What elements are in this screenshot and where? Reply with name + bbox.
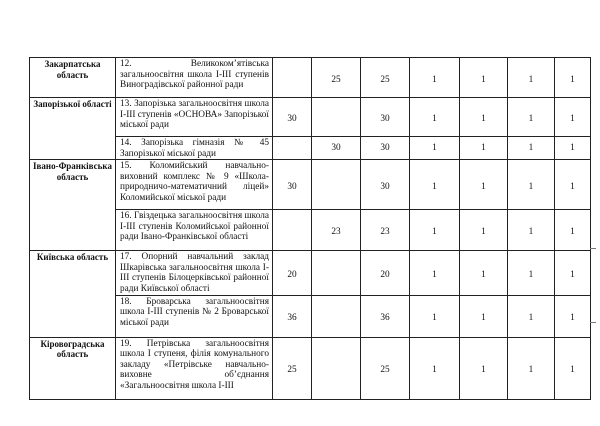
value-cell-1 — [273, 137, 312, 160]
value-cell-6: 1 — [508, 295, 555, 337]
value-cell-2 — [312, 295, 361, 337]
value-cell-5: 1 — [460, 337, 508, 399]
value-cell-5: 1 — [460, 251, 508, 295]
table-body — [30, 58, 591, 400]
value-cell-6: 1 — [508, 98, 555, 137]
value-cell-6: 1 — [508, 137, 555, 160]
table-row — [30, 251, 591, 295]
region-cell: Запорізької області — [30, 98, 116, 160]
value-cell-4: 1 — [410, 210, 460, 251]
value-cell-6: 1 — [508, 210, 555, 251]
value-cell-3: 25 — [361, 337, 410, 399]
value-cell-3: 30 — [361, 160, 410, 210]
school-name-cell: 17. Опорний навчальний заклад Шкарівська загальноосвітня школа І-ІІІ ступенів Білоцерківської районної ради Київської області — [116, 251, 273, 295]
value-cell-5: 1 — [460, 160, 508, 210]
school-name-cell: 19. Петрівська загальноосвітня школа І ступеня, філія комунального закладу «Петрівське навчально-виховне об’єднання «Загальноосвітня школа І-ІІІ — [116, 337, 273, 399]
value-cell-3: 36 — [361, 295, 410, 337]
region-cell: Київська область — [30, 251, 116, 337]
value-cell-2 — [312, 251, 361, 295]
value-cell-5: 1 — [460, 210, 508, 251]
value-cell-1: 20 — [273, 251, 312, 295]
value-cell-1: 25 — [273, 337, 312, 399]
value-cell-2: 23 — [312, 210, 361, 251]
value-cell-7: 1 — [555, 210, 591, 251]
table-row — [30, 160, 591, 210]
page-bottom-edge — [0, 414, 600, 426]
value-cell-5: 1 — [460, 137, 508, 160]
value-cell-7: 1 — [555, 160, 591, 210]
value-cell-4: 1 — [410, 295, 460, 337]
value-cell-6: 1 — [508, 58, 555, 98]
value-cell-2: 30 — [312, 137, 361, 160]
value-cell-6: 1 — [508, 337, 555, 399]
value-cell-1 — [273, 210, 312, 251]
region-cell: Кіровоградська область — [30, 337, 116, 399]
region-cell: Івано-Франківська область — [30, 160, 116, 251]
value-cell-3: 23 — [361, 210, 410, 251]
value-cell-7: 1 — [555, 98, 591, 137]
value-cell-1: 30 — [273, 98, 312, 137]
table-row — [30, 98, 591, 137]
value-cell-2: 25 — [312, 58, 361, 98]
value-cell-6: 1 — [508, 251, 555, 295]
value-cell-1 — [273, 58, 312, 98]
table-row — [30, 58, 591, 98]
value-cell-2 — [312, 160, 361, 210]
value-cell-4: 1 — [410, 160, 460, 210]
school-name-cell: 14. Запорізька гімназія № 45 Запорізької міської ради — [116, 137, 273, 160]
value-cell-4: 1 — [410, 98, 460, 137]
school-name-cell: 16. Гвіздецька загальноосвітня школа І-ІІІ ступенів Коломийської районної ради Івано-Франківської області — [116, 210, 273, 251]
region-cell: Закарпатська область — [30, 58, 116, 98]
table-row — [30, 337, 591, 399]
scan-mark — [590, 248, 596, 249]
school-name-cell: 15. Коломийський навчально-виховний комплекс № 9 «Школа-природничо-математичний ліцей» Коломийської міської ради — [116, 160, 273, 210]
value-cell-3: 30 — [361, 137, 410, 160]
school-name-cell: 12. Великоком’ятівська загальноосвітня школа І-ІІІ ступенів Виноградівської районної ради — [116, 58, 273, 98]
value-cell-5: 1 — [460, 98, 508, 137]
value-cell-1: 30 — [273, 160, 312, 210]
value-cell-7: 1 — [555, 137, 591, 160]
value-cell-4: 1 — [410, 337, 460, 399]
value-cell-4: 1 — [410, 137, 460, 160]
value-cell-5: 1 — [460, 58, 508, 98]
value-cell-4: 1 — [410, 58, 460, 98]
value-cell-5: 1 — [460, 295, 508, 337]
value-cell-1: 36 — [273, 295, 312, 337]
value-cell-7: 1 — [555, 337, 591, 399]
value-cell-6: 1 — [508, 160, 555, 210]
scan-mark — [590, 322, 596, 323]
value-cell-7: 1 — [555, 58, 591, 98]
value-cell-7: 1 — [555, 251, 591, 295]
value-cell-3: 20 — [361, 251, 410, 295]
value-cell-2 — [312, 337, 361, 399]
value-cell-3: 25 — [361, 58, 410, 98]
school-name-cell: 18. Броварська загальноосвітня школа І-ІІІ ступенів № 2 Броварської міської ради — [116, 295, 273, 337]
value-cell-3: 30 — [361, 98, 410, 137]
school-name-cell: 13. Запорізька загальноосвітня школа І-ІІІ ступенів «ОСНОВА» Запорізької міської ради — [116, 98, 273, 137]
value-cell-7: 1 — [555, 295, 591, 337]
schools-table — [29, 57, 591, 400]
value-cell-4: 1 — [410, 251, 460, 295]
value-cell-2 — [312, 98, 361, 137]
